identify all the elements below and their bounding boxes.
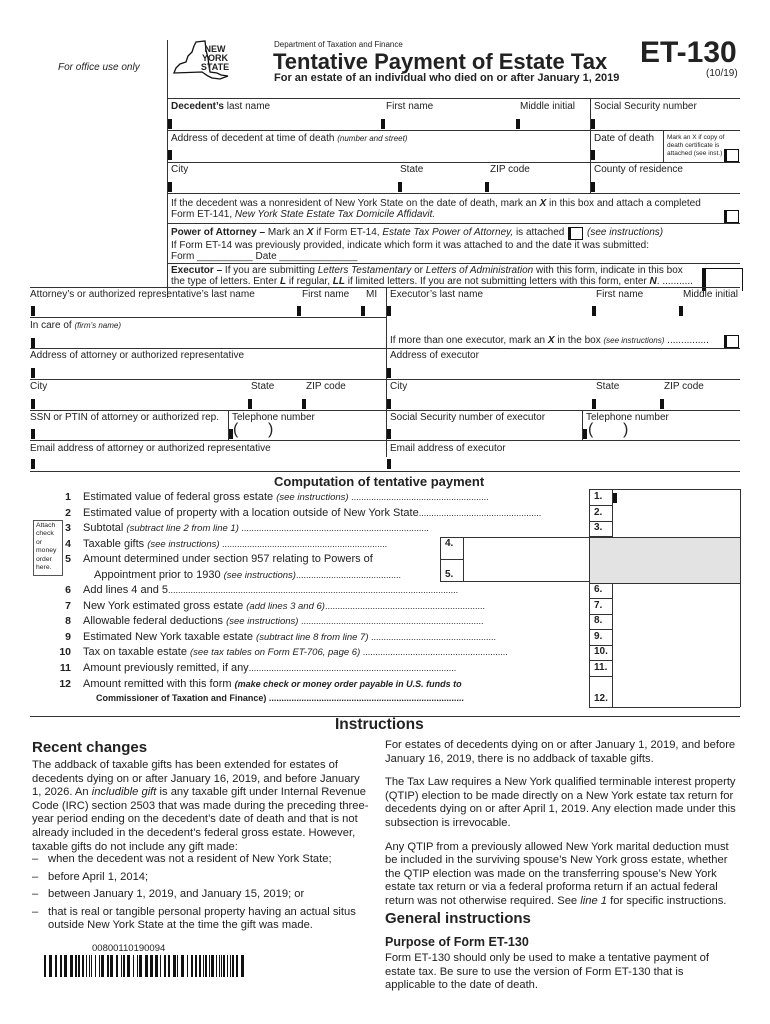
nonresident-instruction-2: Form ET-141, New York State Estate Tax Domicile Affidavit.: [171, 209, 436, 220]
line-box-label: 7.: [594, 600, 603, 611]
line-text: New York estimated gross estate: [83, 600, 247, 612]
leader-dots: .........................................................................: [298, 616, 484, 626]
barcode-bar: [55, 955, 57, 977]
barcode-bar: [91, 955, 92, 977]
line-description: [83, 584, 587, 596]
form-revision: (10/19): [706, 68, 738, 79]
attorney-email-label: Email address of attorney or authorized representative: [30, 443, 271, 454]
attorney-first-name-label: First name: [302, 289, 350, 300]
barcode-bar: [211, 955, 214, 977]
list-item: – that is real or tangible personal property having an actual situs outside New York State at the time the gift was made.: [32, 905, 356, 932]
line-number: 12: [59, 678, 71, 690]
executor-letters-note: Executor – If you are submitting Letters Testamentary or Letters of Administration with this form, indicate in this box: [171, 265, 683, 276]
attorney-phone-area-close: ): [268, 421, 274, 438]
county-of-residence-label: County of residence: [594, 164, 683, 175]
executor-phone-label: Telephone number: [586, 412, 669, 423]
leader-dots: ...................................................................................: [248, 663, 457, 673]
amount-input[interactable]: [613, 661, 739, 675]
amount-input[interactable]: [613, 490, 739, 504]
barcode-bar: [223, 955, 225, 977]
barcode-icon: [44, 955, 244, 977]
decedent-state-label: State: [400, 164, 424, 175]
form-subtitle: For an estate of an individual who died on or after January 1, 2019: [274, 72, 620, 84]
leader-dots: ................................................................: [324, 601, 485, 611]
line-number: 6: [65, 584, 71, 596]
qtip-paragraph: The Tax Law requires a New York qualified terminable interest property (QTIP) election to be made directly on a New York estate tax return for decedents dying on or after April 1, 2019. Any election made under this subsection is irrevocable.: [385, 776, 736, 829]
gift-exclusion-list: [32, 853, 372, 937]
line-text: Add lines 4 and 5: [83, 584, 169, 596]
barcode-bar: [75, 955, 77, 977]
line-number: 4: [65, 538, 71, 550]
executor-zip-label: ZIP code: [664, 381, 704, 392]
line-number: 2: [65, 507, 71, 519]
barcode-bar: [101, 955, 104, 977]
leader-dots: ..................................................: [368, 632, 497, 642]
executor-address-label: Address of executor: [390, 350, 479, 361]
amount-input[interactable]: [464, 568, 589, 582]
barcode-bar: [241, 955, 244, 977]
line-box-label: 4.: [445, 538, 454, 549]
line-box-label: 6.: [594, 584, 603, 595]
poa-previous-form: If Form ET-14 was previously provided, indicate which form it was attached to and the date it was submitted:: [171, 240, 650, 251]
line-hint: (make check or money order payable in U.S. funds to: [234, 679, 462, 689]
line-number: 7: [65, 600, 71, 612]
line-box-label: 8.: [594, 615, 603, 626]
barcode-bar: [64, 955, 67, 977]
barcode-bar: [177, 955, 178, 977]
barcode-bar: [95, 955, 96, 977]
nys-logo: [172, 40, 242, 82]
form-id: ET-130: [640, 36, 737, 69]
logo-line: NEW: [204, 44, 226, 54]
line-box-label: 11.: [594, 662, 608, 673]
barcode-bar: [70, 955, 73, 977]
line-description: [83, 507, 587, 519]
multiple-executors-label: If more than one executor, mark an X in the box (see instructions) ...............: [390, 335, 709, 346]
leader-dots: ....................................................................................................................: [168, 585, 459, 595]
barcode-bar: [82, 955, 84, 977]
barcode-bar: [219, 955, 220, 977]
attorney-phone-label: Telephone number: [232, 412, 315, 423]
office-use-label: For office use only: [58, 62, 140, 73]
barcode-bar: [107, 955, 109, 977]
line-text: Allowable federal deductions: [83, 615, 227, 627]
computation-title: Computation of tentative payment: [274, 474, 485, 489]
line-hint: (subtract line 8 from line 7): [256, 632, 369, 643]
decedent-middle-initial-label: Middle initial: [520, 101, 576, 112]
barcode-bar: [164, 955, 166, 977]
line-hint: (see instructions): [223, 570, 296, 581]
barcode-bar: [187, 955, 188, 977]
line-description: [83, 678, 587, 690]
executor-first-name-label: First name: [596, 289, 644, 300]
barcode-bar: [160, 955, 161, 977]
barcode-number: 00800110190094: [92, 943, 166, 954]
barcode-bar: [199, 955, 201, 977]
barcode-bar: [230, 955, 231, 977]
barcode-bar: [86, 955, 87, 977]
purpose-text: Form ET-130 should only be used to make a tentative payment of estate tax. Be sure to use the version of Form ET-130 that is applicable to the date of death.: [385, 952, 709, 992]
amount-input[interactable]: [613, 692, 739, 706]
barcode-bar: [168, 955, 170, 977]
barcode-bar: [205, 955, 207, 977]
attorney-mi-label: MI: [366, 289, 378, 300]
line-description: [83, 553, 438, 565]
line-box-label: 5.: [445, 569, 454, 580]
line-text: Amount previously remitted, if any: [83, 662, 249, 674]
line-description: [94, 569, 438, 581]
line-text: Amount determined under section 957 relating to Powers of: [83, 553, 373, 565]
attorney-last-name-label: Attorney’s or authorized representative’s last name: [30, 289, 255, 300]
amount-input[interactable]: [613, 583, 739, 597]
line-description: [83, 646, 587, 658]
line-hint: (see instructions): [276, 492, 349, 503]
barcode-bar: [123, 955, 125, 977]
attorney-state-label: State: [251, 381, 275, 392]
recent-changes-heading: Recent changes: [32, 739, 148, 756]
right-column-text: [385, 739, 741, 909]
poa-instruction: Power of Attorney – Mark an X if Form ET-14, Estate Tax Power of Attorney, is attached: [171, 227, 565, 238]
barcode-bar: [137, 955, 138, 977]
amount-input[interactable]: [613, 506, 739, 520]
executor-state-label: State: [596, 381, 620, 392]
line-box-label: 12.: [594, 693, 608, 704]
general-instructions-heading: General instructions: [385, 910, 531, 927]
leader-dots: ...........................................................................: [238, 523, 429, 533]
line-box-label: 1.: [594, 491, 603, 502]
amount-input[interactable]: [613, 521, 739, 535]
executor-ssn-label: Social Security number of executor: [390, 412, 546, 423]
line-text: Amount remitted with this form: [83, 678, 235, 690]
shaded-area: [590, 537, 740, 584]
form-title: Tentative Payment of Estate Tax: [273, 49, 608, 74]
recent-changes-text: The addback of taxable gifts has been extended for estates of decedents dying on or after January 16, 2019, and before January 1, 2026. An includible gift is any taxable gift under Internal Revenue Code (IRC) section 2503 that was made during the preceding three-year period ending on the decedent’s date of death and that is not already included in the decedent’s federal gross estate. However, taxable gifts do not include any gift made:: [32, 759, 369, 853]
leader-dots: .......................................................: [348, 492, 489, 502]
line-number: 5: [65, 553, 71, 565]
line-text: Appointment prior to 1930: [94, 569, 224, 581]
executor-email-label: Email address of executor: [390, 443, 506, 454]
line-text: Subtotal: [83, 522, 127, 534]
amount-input[interactable]: [613, 614, 739, 628]
barcode-bar: [155, 955, 158, 977]
line-number: 11: [59, 662, 71, 674]
executor-city-label: City: [390, 381, 408, 392]
line-description: [83, 662, 587, 674]
barcode-bar: [133, 955, 134, 977]
purpose-heading: Purpose of Form ET-130: [385, 935, 529, 949]
barcode-bar: [60, 955, 62, 977]
barcode-bar: [232, 955, 234, 977]
line-description: [83, 522, 587, 534]
decedent-zip-label: ZIP code: [490, 164, 530, 175]
instructions-title: Instructions: [335, 716, 424, 733]
attorney-ssn-label: SSN or PTIN of attorney or authorized rep.: [30, 412, 219, 423]
logo-line: YORK: [201, 53, 228, 63]
line-description: [83, 615, 587, 627]
list-item: – before April 1, 2014;: [32, 870, 149, 883]
line-text: Tax on taxable estate: [83, 646, 191, 658]
barcode-bar: [191, 955, 193, 977]
attorney-zip-label: ZIP code: [306, 381, 346, 392]
leader-dots: .................................................: [418, 508, 542, 518]
line-description: [83, 538, 438, 550]
barcode: [44, 955, 244, 977]
line-hint: (add lines 3 and 6): [246, 601, 325, 612]
list-item: – when the decedent was not a resident of New York State;: [32, 853, 332, 865]
barcode-bar: [110, 955, 113, 977]
barcode-bar: [236, 955, 238, 977]
amount-input[interactable]: [613, 599, 739, 613]
executor-phone-area-open: (: [588, 421, 594, 438]
barcode-bar: [127, 955, 130, 977]
barcode-bar: [145, 955, 148, 977]
line-text: Commissioner of Taxation and Finance): [96, 693, 267, 703]
line-description: [83, 631, 587, 643]
multiple-executors-checkbox[interactable]: [724, 335, 739, 348]
amount-input[interactable]: [613, 630, 739, 644]
line-description: [83, 491, 587, 503]
logo-line: STATE: [200, 62, 230, 72]
header-rule: [167, 40, 168, 298]
barcode-bar: [195, 955, 197, 977]
barcode-bar: [121, 955, 122, 977]
barcode-bar: [99, 955, 100, 977]
leader-dots: ..........................................: [295, 570, 402, 580]
executor-letters-note-2: the type of letters. Enter L if regular, LL if limited letters. If you are not submitting letters with this form, enter N. ...........: [171, 276, 693, 287]
line-text: Taxable gifts: [83, 538, 148, 550]
nonresident-instruction: If the decedent was a nonresident of New York State on the date of death, mark an X in this box and attach a completed: [171, 198, 701, 209]
care-of-label: In care of (firm’s name): [30, 320, 122, 331]
line-number: 1: [65, 491, 71, 503]
line-description: [83, 600, 587, 612]
barcode-bar: [139, 955, 142, 977]
poa-see-instructions: (see instructions): [587, 227, 664, 238]
line-number: 9: [65, 631, 71, 643]
barcode-bar: [221, 955, 222, 977]
attorney-address-label: Address of attorney or authorized representative: [30, 350, 245, 361]
barcode-bar: [216, 955, 217, 977]
leader-dots: ..................................................................: [219, 539, 388, 549]
attorney-phone-area-open: (: [233, 421, 239, 438]
line-box-label: 10.: [594, 646, 608, 657]
line-text: Estimated value of property with a location outside of New York State: [83, 507, 419, 519]
death-cert-checkbox[interactable]: [724, 149, 739, 162]
decedent-city-label: City: [171, 164, 189, 175]
line-description: [96, 693, 587, 704]
list-item: – between January 1, 2019, and January 15, 2019; or: [32, 888, 305, 901]
decedent-ssn-label: Social Security number: [594, 101, 697, 112]
department: Department of Taxation and Finance: [274, 40, 403, 49]
barcode-bar: [173, 955, 176, 977]
line-hint: (subtract line 2 from line 1): [126, 523, 239, 534]
barcode-bar: [209, 955, 210, 977]
line-number: 8: [65, 615, 71, 627]
barcode-bar: [44, 955, 46, 977]
barcode-bar: [49, 955, 52, 977]
line-text: Estimated value of federal gross estate: [83, 491, 277, 503]
leader-dots: ..........................................................: [360, 647, 508, 657]
poa-form-date-line[interactable]: Form __________ Date ______________: [171, 251, 358, 262]
line-number: 10: [59, 646, 71, 658]
line-text: Estimated New York taxable estate: [83, 631, 257, 643]
executor-middle-initial-label: Middle initial: [683, 289, 739, 300]
barcode-bar: [150, 955, 153, 977]
barcode-bar: [78, 955, 80, 977]
decedent-last-name-label: Decedent’s last name: [171, 101, 271, 112]
line-hint: (see instructions): [147, 539, 220, 550]
amount-input[interactable]: [464, 537, 589, 551]
qtip-marital-paragraph: Any QTIP from a previously allowed New York marital deduction must be included in the surviving spouse’s New York gross estate, whether the QTIP election was made on the transferring spouse’s New York estate tax return or via a federal proforma return if an actual federal return was not otherwise required. See line 1 for specific instructions.: [385, 840, 729, 907]
barcode-bar: [89, 955, 90, 977]
line-hint: (see tax tables on Form ET-706, page 6): [190, 647, 361, 658]
decedent-first-name-label: First name: [386, 101, 434, 112]
barcode-bar: [181, 955, 184, 977]
executor-phone-area-close: ): [623, 421, 629, 438]
leader-dots: ..............................................................................: [266, 693, 464, 703]
amount-input[interactable]: [613, 645, 739, 659]
barcode-bar: [116, 955, 118, 977]
date-of-death-label: Date of death: [594, 133, 655, 144]
attach-check-note: Attach check or money order here.: [33, 520, 63, 576]
poa-checkbox[interactable]: [568, 227, 583, 240]
line-box-label: 2.: [594, 507, 603, 518]
line-hint: (see instructions): [226, 616, 299, 627]
line-number: 3: [65, 522, 71, 534]
attorney-city-label: City: [30, 381, 48, 392]
line-box-label: 3.: [594, 522, 603, 533]
death-cert-note: Mark an X if copy of death certificate is attached (see inst.): [667, 134, 725, 157]
barcode-bar: [227, 955, 228, 977]
decedent-address-label: Address of decedent at time of death (number and street): [171, 133, 408, 144]
nonresident-checkbox[interactable]: [724, 210, 739, 223]
barcode-bar: [203, 955, 204, 977]
line-box-label: 9.: [594, 631, 603, 642]
addback-paragraph: For estates of decedents dying on or after January 1, 2019, and before January 16, 2019, there is no addback of taxable gifts.: [385, 739, 736, 765]
executor-last-name-label: Executor’s last name: [390, 289, 484, 300]
